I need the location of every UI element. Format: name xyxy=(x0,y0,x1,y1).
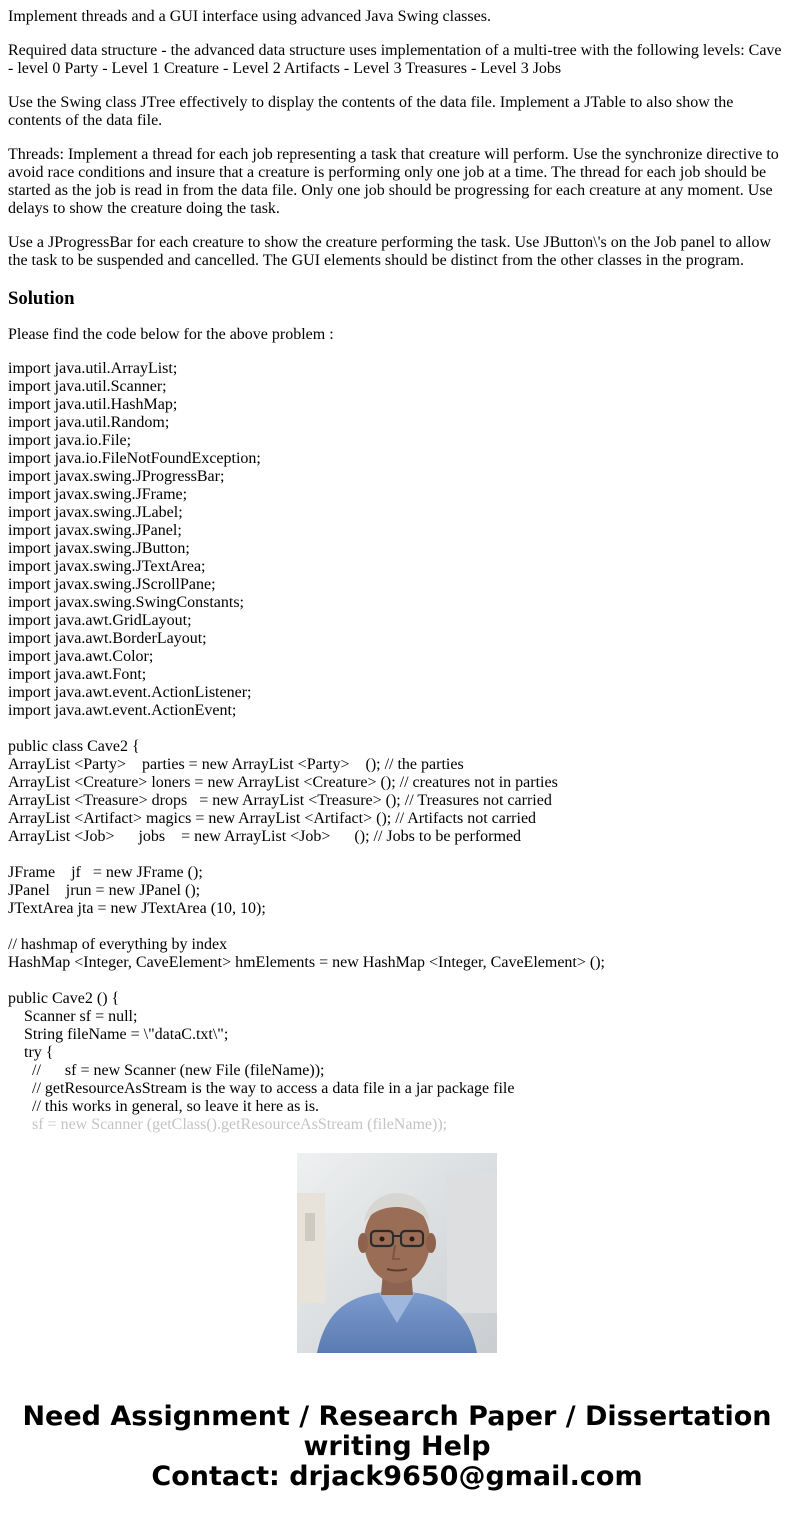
code-line: import java.awt.Color; xyxy=(8,648,154,665)
code-line: import javax.swing.JLabel; xyxy=(8,504,183,521)
code-line: import java.awt.GridLayout; xyxy=(8,612,192,629)
code-line: ArrayList <Treasure> drops = new ArrayList <Treasure> (); // Treasures not carried xyxy=(8,792,552,809)
question-paragraph-1: Implement threads and a GUI interface using advanced Java Swing classes. xyxy=(8,8,491,25)
solution-intro: Please find the code below for the above problem : xyxy=(8,326,334,343)
person-portrait-icon xyxy=(297,1153,497,1353)
code-line: ArrayList <Job> jobs = new ArrayList <Job> (); // Jobs to be performed xyxy=(8,828,522,845)
solution-heading: Solution xyxy=(8,288,75,309)
code-line: // hashmap of everything by index xyxy=(8,936,228,953)
code-line xyxy=(8,918,786,936)
question-paragraph-3: Use the Swing class JTree effectively to display the contents of the data file. Implement a JTable to also show the contents of the data file. xyxy=(8,94,734,129)
code-line: // this works in general, so leave it here as is. xyxy=(8,1098,320,1115)
code-line: import java.awt.Font; xyxy=(8,666,147,683)
code-line: ArrayList <Creature> loners = new ArrayList <Creature> (); // creatures not in parties xyxy=(8,774,558,791)
code-line: JTextArea jta = new JTextArea (10, 10); xyxy=(8,900,266,917)
code-line: JFrame jf = new JFrame (); xyxy=(8,864,203,881)
code-line: import java.util.HashMap; xyxy=(8,396,178,413)
code-line: public class Cave2 { xyxy=(8,738,140,755)
code-line: import javax.swing.JScrollPane; xyxy=(8,576,216,593)
code-line: import javax.swing.SwingConstants; xyxy=(8,594,244,611)
code-line: import javax.swing.JTextArea; xyxy=(8,558,206,575)
question-paragraph-2: Required data structure - the advanced data structure uses implementation of a multi-tree with the following levels: Cave - level 0 Party - Level 1 Creature - Level 2 Artifacts - Level 3 Treasures - Level 3 Jobs xyxy=(8,42,782,77)
code-line: ArrayList <Artifact> magics = new ArrayList <Artifact> (); // Artifacts not carried xyxy=(8,810,537,827)
code-line: import javax.swing.JPanel; xyxy=(8,522,182,539)
code-line: String fileName = \"dataC.txt\"; xyxy=(8,1026,229,1043)
code-line xyxy=(8,846,786,864)
code-line: import java.util.ArrayList; xyxy=(8,360,178,377)
code-listing xyxy=(8,360,786,1134)
code-line: import java.awt.event.ActionEvent; xyxy=(8,702,237,719)
code-line: JPanel jrun = new JPanel (); xyxy=(8,882,201,899)
code-line xyxy=(8,720,786,738)
code-line: // getResourceAsStream is the way to access a data file in a jar package file xyxy=(8,1080,515,1097)
promo-line-1: Need Assignment / Research Paper / Dissertation xyxy=(22,1401,772,1432)
code-line xyxy=(8,972,786,990)
code-line: import javax.swing.JProgressBar; xyxy=(8,468,225,485)
avatar xyxy=(297,1153,497,1353)
code-line: Scanner sf = null; xyxy=(8,1008,138,1025)
code-line: import java.io.FileNotFoundException; xyxy=(8,450,261,467)
document-body xyxy=(8,0,786,1133)
code-line: // sf = new Scanner (new File (fileName)); xyxy=(8,1062,325,1079)
question-paragraph-4: Threads: Implement a thread for each job representing a task that creature will perform. Use the synchronize directive to avoid race conditions and insure that a creature is performing only one job at a time. The thread for each job should be started as the job is read in from the data file. Only one job should be progressing for each creature at any moment. Use delays to show the creature doing the task. xyxy=(8,146,779,217)
code-line: public Cave2 () { xyxy=(8,990,120,1007)
code-line: sf = new Scanner (getClass().getResourceAsStream (fileName)); xyxy=(8,1116,448,1133)
code-line: import javax.swing.JFrame; xyxy=(8,486,188,503)
promo-line-2: writing Help xyxy=(303,1431,491,1462)
promo-contact: Contact: drjack9650@gmail.com xyxy=(151,1461,643,1492)
code-line: try { xyxy=(8,1044,54,1061)
code-line: import java.io.File; xyxy=(8,432,132,449)
code-line: import java.util.Random; xyxy=(8,414,170,431)
code-line: import java.util.Scanner; xyxy=(8,378,167,395)
code-line: HashMap <Integer, CaveElement> hmElements = new HashMap <Integer, CaveElement> (); xyxy=(8,954,605,971)
promo-footer xyxy=(0,1402,794,1492)
question-paragraph-5: Use a JProgressBar for each creature to show the creature performing the task. Use JButton\'s on the Job panel to allow the task to be suspended and cancelled. The GUI elements should be distinct from the other classes in the program. xyxy=(8,234,772,269)
code-line: import java.awt.BorderLayout; xyxy=(8,630,207,647)
code-line: import javax.swing.JButton; xyxy=(8,540,190,557)
code-line: ArrayList <Party> parties = new ArrayList <Party> (); // the parties xyxy=(8,756,464,773)
code-line: import java.awt.event.ActionListener; xyxy=(8,684,252,701)
